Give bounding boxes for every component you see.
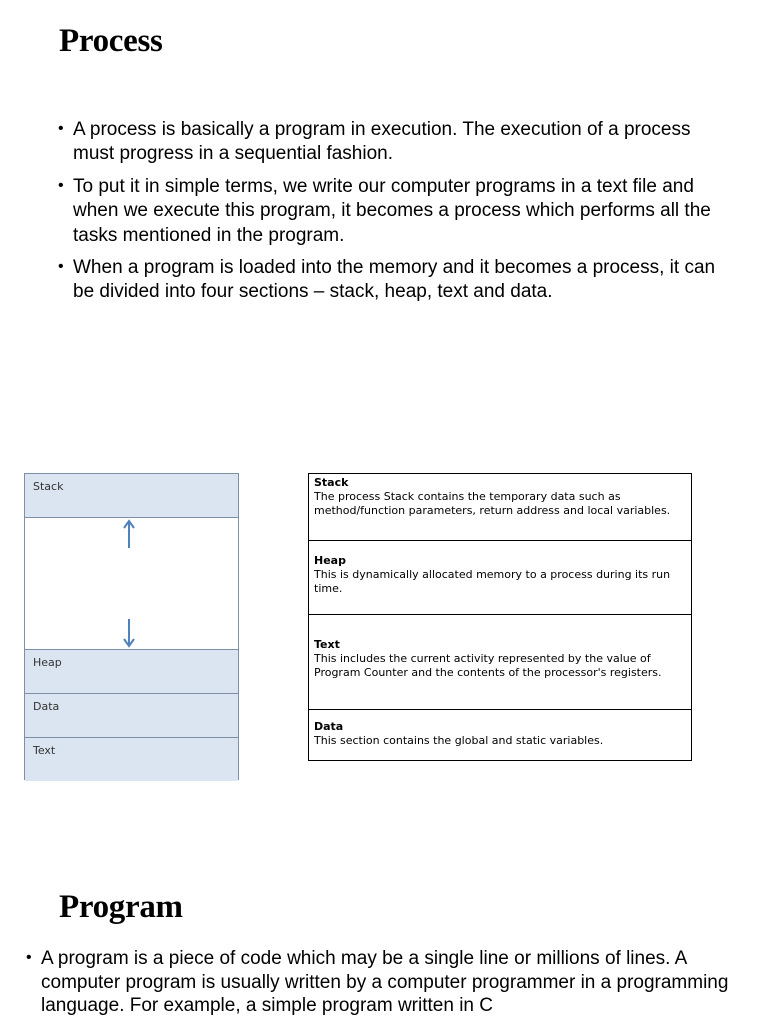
process-bullet: • To put it in simple terms, we write our computer programs in a text file and when we execute this program, it becomes a process which performs all the tasks mentioned in the program. (73, 175, 723, 248)
table-row (309, 474, 691, 541)
process-bullet: • A process is basically a program in execution. The execution of a process must progress in a sequential fashion. (73, 118, 723, 167)
sections-description-table (308, 473, 692, 761)
free-memory-gap (25, 518, 238, 650)
row-description: This includes the current activity represented by the value of Program Counter and the contents of the processor's registers. (314, 652, 662, 679)
text-segment-label: Text (33, 744, 56, 757)
table-row (309, 615, 691, 710)
row-description: This section contains the global and static variables. (314, 734, 604, 747)
row-heading: Data (314, 720, 344, 733)
process-bullet-list (73, 118, 723, 313)
row-description: The process Stack contains the temporary data such as method/function parameters, return address and local variables. (314, 490, 671, 517)
row-heading: Stack (314, 476, 349, 489)
down-arrow-icon (121, 617, 137, 649)
memory-layout-diagram (24, 473, 239, 780)
heap-segment (25, 650, 238, 694)
data-segment-label: Data (33, 700, 60, 713)
row-heading: Heap (314, 554, 346, 567)
table-row (309, 541, 691, 615)
table-row (309, 710, 691, 760)
row-heading: Text (314, 638, 340, 651)
stack-segment-label: Stack (33, 480, 64, 493)
program-title: Program (59, 889, 183, 925)
row-description: This is dynamically allocated memory to a process during its run time. (314, 568, 671, 595)
text-segment (25, 738, 238, 781)
process-bullet: • When a program is loaded into the memory and it becomes a process, it can be divided into four sections – stack, heap, text and data. (73, 256, 723, 305)
data-segment (25, 694, 238, 738)
program-bullet: • A program is a piece of code which may be a single line or millions of lines. A computer program is usually written by a computer programmer in a programming language. For example, a simple program written in C (41, 947, 741, 1018)
heap-segment-label: Heap (33, 656, 62, 669)
stack-segment (25, 474, 238, 518)
process-title: Process (59, 23, 163, 59)
program-bullet-list (41, 947, 741, 1026)
up-arrow-icon (121, 518, 137, 550)
